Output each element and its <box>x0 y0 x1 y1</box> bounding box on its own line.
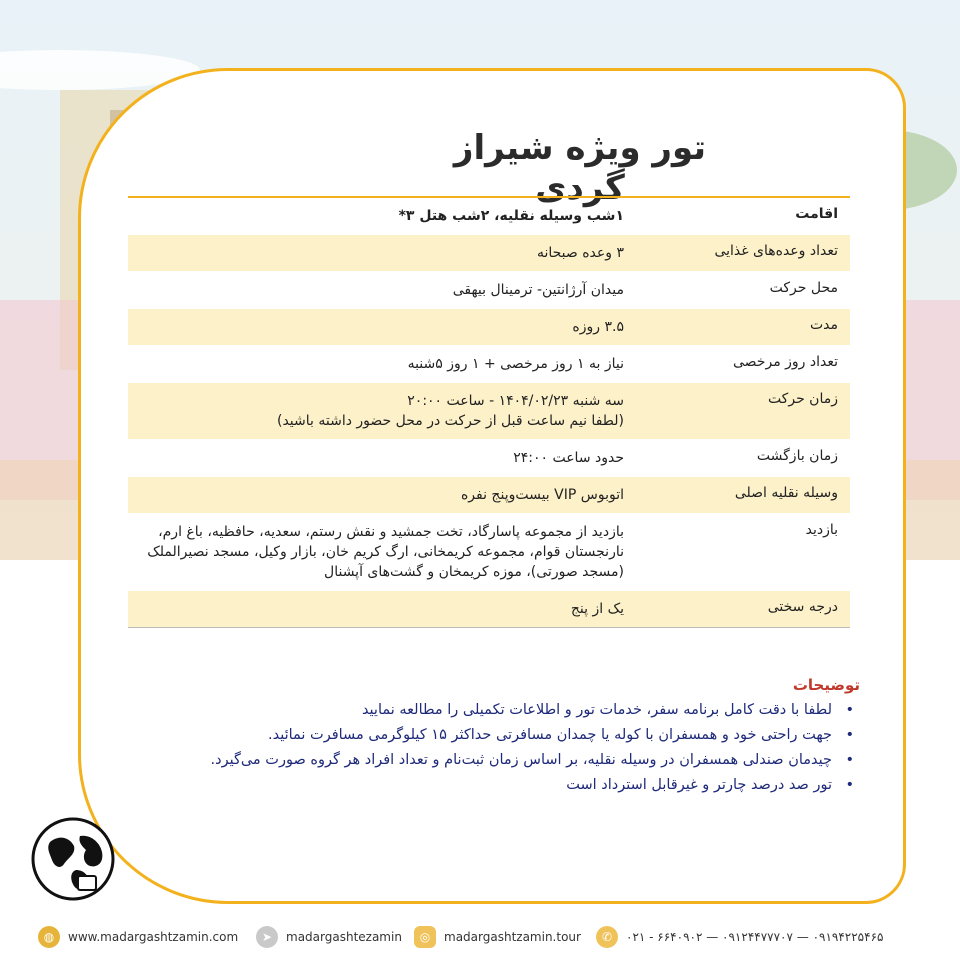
row-label: بازدید <box>805 522 838 538</box>
row-value: یک از پنج <box>570 601 624 617</box>
note-text: جهت راحتی خود و همسفران با کوله یا چمدان مسافرتی حداکثر ۱۵ کیلوگرمی مسافرت نمائید. <box>267 727 832 743</box>
list-item <box>84 723 854 748</box>
row-label: تعداد روز مرخصی <box>733 354 838 370</box>
table-row <box>128 591 850 628</box>
note-text: تور صد درصد چارتر و غیرقابل استرداد است <box>566 777 832 793</box>
footer-website[interactable] <box>38 926 238 948</box>
bullet-icon: • <box>845 727 854 743</box>
row-value: ۱شب وسیله نقلیه، ۲شب هتل ۳* <box>398 208 624 224</box>
row-label: اقامت <box>795 206 838 222</box>
bullet-icon: • <box>845 777 854 793</box>
instagram-text: madargashtzamin.tour <box>444 930 581 944</box>
table-row <box>128 272 850 309</box>
bullet-icon: • <box>845 702 854 718</box>
row-value: اتوبوس VIP بیست‌وپنج نفره <box>460 487 624 503</box>
website-text: www.madargashtzamin.com <box>68 930 239 944</box>
phones-text: ۰۲۱ - ۶۶۴۰۹۰۲ — ۰۹۱۲۴۴۷۷۷۰۷ — ۰۹۱۹۴۲۲۵۴۶۵ <box>626 930 884 944</box>
globe-icon <box>30 816 116 902</box>
table-row <box>128 196 850 235</box>
globe-icon: ◍ <box>38 926 60 948</box>
row-label: وسیله نقلیه اصلی <box>734 485 838 501</box>
phone-icon: ✆ <box>596 926 618 948</box>
note-text: چیدمان صندلی همسفران در وسیله نقلیه، بر اساس زمان ثبت‌نام و تعداد افراد هر گروه صورت می‌گیرد. <box>210 752 832 768</box>
page-title: تور ویژه شیراز گردی <box>453 128 707 208</box>
list-item <box>84 773 854 798</box>
notes-list <box>84 698 860 798</box>
instagram-icon: ◎ <box>414 926 436 948</box>
table-row <box>128 346 850 383</box>
footer-instagram[interactable] <box>414 926 581 948</box>
table-row <box>128 235 850 272</box>
table-row <box>128 477 850 514</box>
list-item <box>84 748 854 773</box>
note-text: لطفا با دقت کامل برنامه سفر، خدمات تور و اطلاعات تکمیلی را مطالعه نمایید <box>361 702 832 718</box>
footer-telegram[interactable] <box>256 926 402 948</box>
table-row <box>128 309 850 346</box>
table-row <box>128 440 850 477</box>
row-label: زمان حرکت <box>767 391 838 407</box>
row-label: محل حرکت <box>769 280 838 296</box>
row-label: زمان بازگشت <box>756 448 838 464</box>
notes-section <box>84 676 860 798</box>
row-value: حدود ساعت ۲۴:۰۰ <box>513 450 624 466</box>
row-value: بازدید از مجموعه پاسارگاد، تخت جمشید و نقش رستم، سعدیه، حافظیه، باغ ارم، نارنجستان قوام، مجموعه کریمخانی، ارگ کریم خان، بازار وکیل، مسجد نصیرالملک (مسجد صورتی)، موزه کریمخان و گشت‌های آپشنال <box>147 524 624 580</box>
row-label: تعداد وعده‌های غذایی <box>714 243 838 259</box>
footer <box>0 914 960 960</box>
row-value: ۳ وعده صبحانه <box>536 245 624 261</box>
telegram-text: madargashtezamin <box>286 930 402 944</box>
bullet-icon: • <box>845 752 854 768</box>
row-value: ۳.۵ روزه <box>572 319 624 335</box>
row-value: میدان آرژانتین- ترمینال بیهقی <box>452 282 624 298</box>
table-row <box>128 383 850 440</box>
list-item <box>84 698 854 723</box>
notes-title: توضیحات <box>792 676 860 694</box>
row-value: نیاز به ۱ روز مرخصی + ۱ روز ۵شنبه <box>407 356 624 372</box>
row-label: مدت <box>809 317 838 333</box>
tour-details-table <box>128 196 850 628</box>
table-row <box>128 514 850 591</box>
row-value: سه شنبه ۱۴۰۴/۰۲/۲۳ - ساعت ۲۰:۰۰ (لطفا نیم ساعت قبل از حرکت در محل حضور داشته باشید) <box>277 393 624 429</box>
footer-phones[interactable] <box>596 926 883 948</box>
row-label: درجه سختی <box>767 599 838 615</box>
telegram-icon: ➤ <box>256 926 278 948</box>
